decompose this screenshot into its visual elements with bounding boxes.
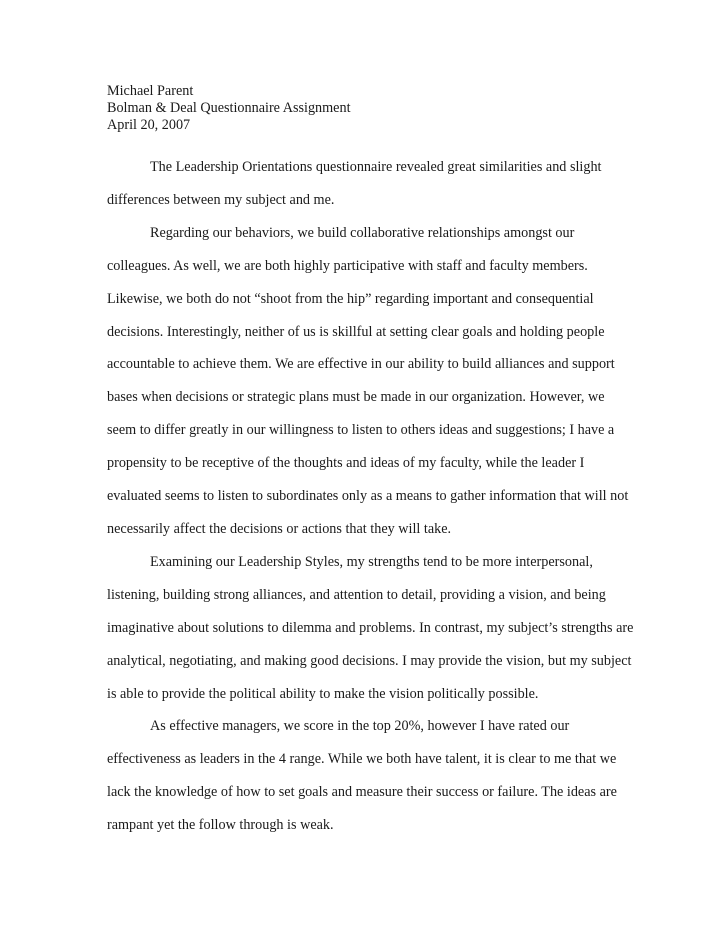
text-line: bases when decisions or strategic plans must be made in our organization. However, we (107, 389, 605, 406)
text-line: analytical, negotiating, and making good decisions. I may provide the vision, but my subject (107, 652, 632, 669)
text-line: effectiveness as leaders in the 4 range. While we both have talent, it is clear to me that we (107, 751, 617, 768)
text-line: The Leadership Orientations questionnaire revealed great similarities and slight (150, 159, 602, 175)
text-line: imaginative about solutions to dilemma and problems. In contrast, my subject’s strengths are (107, 619, 634, 636)
document-page (107, 83, 643, 842)
text-line: differences between my subject and me. (107, 191, 335, 208)
text-line: propensity to be receptive of the thoughts and ideas of my faculty, while the leader I (107, 455, 585, 472)
text-line: lack the knowledge of how to set goals and measure their success or failure. The ideas are (107, 784, 617, 801)
text-line: decisions. Interestingly, neither of us is skillful at setting clear goals and holding people (107, 323, 605, 340)
text-line: As effective managers, we score in the top 20%, however I have rated our (150, 718, 570, 735)
body-paragraph (107, 546, 643, 711)
document-body (107, 151, 643, 842)
text-line: Likewise, we both do not “shoot from the hip” regarding important and consequential (107, 290, 594, 307)
header-spacer (107, 134, 643, 151)
text-line: Examining our Leadership Styles, my strengths tend to be more interpersonal, (150, 553, 593, 570)
author-name: Michael Parent (107, 83, 194, 99)
text-line: rampant yet the follow through is weak. (107, 817, 334, 834)
body-paragraph (107, 710, 643, 842)
assignment-title: Bolman & Deal Questionnaire Assignment (107, 100, 351, 116)
text-line: seem to differ greatly in our willingness to listen to others ideas and suggestions; I have a (107, 422, 615, 439)
text-line: Regarding our behaviors, we build collaborative relationships amongst our (150, 224, 575, 241)
text-line: necessarily affect the decisions or actions that they will take. (107, 520, 452, 537)
body-paragraph (107, 151, 643, 217)
text-line: listening, building strong alliances, and attention to detail, providing a vision, and being (107, 586, 606, 603)
document-date: April 20, 2007 (107, 117, 191, 133)
text-line: evaluated seems to listen to subordinates only as a means to gather information that will not (107, 488, 629, 505)
text-line: is able to provide the political ability to make the vision politically possible. (107, 685, 539, 702)
text-line: accountable to achieve them. We are effective in our ability to build alliances and support (107, 356, 615, 373)
body-paragraph (107, 217, 643, 546)
text-line: colleagues. As well, we are both highly participative with staff and faculty members. (107, 257, 588, 274)
